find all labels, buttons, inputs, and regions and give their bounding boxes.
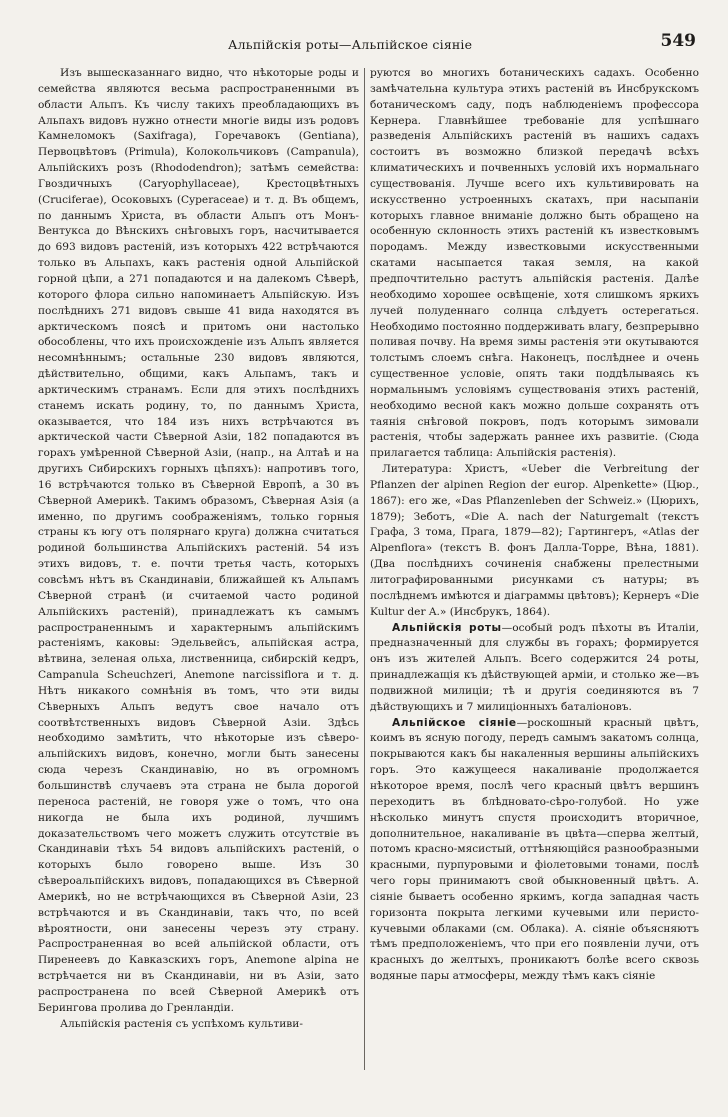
paragraph-cultivation-start: Альпійскія растенія съ успѣхомъ культиви- xyxy=(60,1017,303,1030)
entry-text-alpine-companies: —особый родъ пѣхоты въ Италіи, предназначенный для службы въ горахъ; формируется онъ изъ жителей Альпъ. Всего содержится 24 роты, принадлежащія къ дѣйствующей арміи, и столько же—въ подвижной милиціи; тѣ и другія соединяются въ 7 дѣйствующихъ и 7 милиціонныхъ баталіоновъ. xyxy=(370,621,700,713)
paragraph-literature: Литература: Христъ, «Ueber die Verbreitung der Pflanzen der alpinen Region der europ. Alpenkette» (Цюр., 1867): его же, «Das Pflanzenleben der Schweiz.» (Цюрихъ, 1879); Зеботъ, «Die A. nach der Naturgemalt (текстъ Графа, 3 тома, Прага, 1879—82); Гартингеръ, «Atlas der Alpenflora» (текстъ В. фонъ Далла-Торре, Вѣна, 1881). (Два послѣднихъ сочиненія снабжены прелестными литографированными рисунками съ натуры; въ послѣднемъ имѣются и діаграммы цвѣтовъ); Кернеръ «Die Kultur der A.» (Инсбрукъ, 1864). xyxy=(370,463,699,618)
page-number: 549 xyxy=(660,31,696,51)
entry-alpine-companies xyxy=(370,621,699,716)
paragraph-alpine-flora-origin: Изъ вышесказаннаго видно, что нѣкоторые роды и семейства являются весьма распространенными въ области Альпъ. Къ числу такихъ преобладающихъ въ Альпахъ видовъ нужно отнести многіе виды изъ родовъ Камнеломокъ (Saxifraga), Горечавокъ (Gentiana), Первоцвѣтовъ (Primula), Колокольчиковъ (Campanula), Альпійскихъ розъ (Rhododendron); затѣмъ семейства: Гвоздичныхъ (Caryophyllaceae), Крестоцвѣтныхъ (Cruciferae), Осоковыхъ (Cyperaceae) и т. д. Въ общемъ, по даннымъ Христа, въ области Альпъ отъ Монъ-Вентукса до Вѣнскихъ снѣговыхъ горъ, насчитывается до 693 видовъ растеній, изъ которыхъ 422 встрѣчаются только въ Альпахъ, какъ растенія одной Альпійской горной цѣпи, а 271 попадаются и на далекомъ Сѣверѣ, которого флора сильно напоминаетъ Альпійскую. Изъ послѣднихъ 271 видовъ свыше 41 вида находятся въ арктическомъ поясѣ и притомъ они настолько обособлены, что ихъ происхожденіе изъ Альпъ является несомнѣннымъ; остальные 230 видовъ являются, дѣйствительно, общими, какъ Альпамъ, такъ и арктическимъ странамъ. Если для этихъ послѣднихъ станемъ искать родину, то, по даннымъ Христа, оказывается, что 184 изъ нихъ встрѣчаются въ арктической части Сѣверной Азіи, 182 попадаются въ горахъ умѣренной Сѣверной Азіи, (напр., на Алтаѣ и на другихъ Сибирскихъ горныхъ цѣпяхъ): напротивъ того, 16 встрѣчаются только въ Сѣверной Европѣ, а 30 въ Сѣверной Америкѣ. Такимъ образомъ, Сѣверная Азія (а именно, по другимъ соображеніямъ, только горныя страны къ югу отъ полярнаго круга) должна считаться родиной большинства Альпійскихъ растеній. 54 изъ этихъ видовъ, т. е. почти третья часть, которыхъ совсѣмъ нѣтъ въ Скандинавіи, ближайшей къ Альпамъ Сѣверной странѣ (и считаемой часто родиной Альпійскихъ растеній), принадлежатъ къ самымъ распространеннымъ и характернымъ альпійскимъ растеніямъ, каковы: Эдельвейсъ, альпійская астра, вѣтвина, зеленая ольха, лиственница, сибирскій кедръ, Campanula Scheuchzeri, Anemone narcissiflora и т. д. Нѣтъ никакого сомнѣнія въ томъ, что эти виды Сѣверныхъ Альпъ ведутъ свое начало отъ соотвѣтственныхъ видовъ Сѣверной Азіи. Здѣсь необходимо замѣтить, что нѣкоторые изъ сѣверо-альпійскихъ видовъ, конечно, могли быть занесены сюда черезъ Скандинавію, но въ огромномъ большинствѣ случаевъ эта страна не была дорогой переноса растеній, не говоря уже о томъ, что она никогда не была ихъ родиной, лучшимъ доказательствомъ чего можетъ служить отсутствіе въ Скандинавіи тѣхъ 54 видовъ альпійскихъ растеній, о которыхъ было говорено выше. Изъ 30 сѣвероальпійскихъ видовъ, попадающихся въ Сѣверной Америкѣ, но не встрѣчающихся въ Сѣверной Азіи, 23 встрѣчаются и въ Скандинавіи, такъ что, по всей вѣроятности, они занесены черезъ эту страну. Распространенная во всей альпійской области, отъ Пиренеевъ до Кавказскихъ горъ, Anemone alpina не встрѣчается ни въ Скандинавіи, ни въ Азіи, зато распространена по всей Сѣверной Америкѣ отъ Берингова пролива до Гренландіи. xyxy=(38,67,359,1014)
entry-alpine-glow xyxy=(370,716,699,985)
headword-alpine-glow: Альпійское сіяніе xyxy=(392,716,517,729)
paragraph-cultivation-continued: руются во многихъ ботаническихъ садахъ. Особенно замѣчательна культура этихъ растеній въ Инсбрукскомъ ботаническомъ саду, подъ наблюденіемъ профессора Кернера. Главнѣйшее требованіе для успѣшнаго разведенія Альпійскихъ растеній въ нашихъ садахъ состоитъ въ возможно близкой передачѣ всѣхъ климатическихъ и почвенныхъ условій ихъ нормальнаго существованія. Лучше всего ихъ культивировать на искусственно устроенныхъ скатахъ, при насыпаніи которыхъ главное вниманіе должно быть обращено на особенную склонность этихъ растеній къ известковымъ породамъ. Между известковыми искусственными скатами насыпается такая земля, на какой предпочтительно растутъ альпійскія растенія. Далѣе необходимо хорошее освѣщеніе, хотя слишкомъ яркихъ лучей полуденнаго солнца слѣдуетъ остерегаться. Необходимо постоянно поддерживать влагу, безпрерывно поливая почву. На время зимы растенія эти окутываются толстымъ слоемъ снѣга. Наконецъ, послѣднее и очень существенное условіе, опять таки поддѣлываясь къ нормальнымъ условіямъ существованія этихъ растеній, необходимо весной какъ можно дольше сохранять отъ таянія снѣговой покровъ, подъ которымъ зимовали растенія, чтобы задержать раннее ихъ развитіе. (Сюда прилагается таблица: Альпійскія растенія). xyxy=(370,67,699,460)
running-title: Альпійскія роты—Альпійское сіяніе xyxy=(228,37,473,52)
left-column xyxy=(38,66,359,1032)
entry-text-alpine-glow: —роскошный красный цвѣтъ, коимъ въ ясную погоду, передъ самымъ закатомъ солнца, покрываются какъ бы накаленныя вершины альпійскихъ горъ. Это кажущееся накаливаніе продолжается нѣкоторое время, послѣ чего красный цвѣтъ вершинъ переходитъ въ блѣдновато-сѣро-голубой. Но уже нѣсколько минутъ спустя происходитъ вторичное, дополнительное, накаливаніе въ цвѣта—сперва желтый, потомъ красно-мясистый, оттѣняющійся разнообразными красными, пурпуровыми и фіолетовыми тонами, послѣ чего горы принимаютъ свой обыкновенный цвѣтъ. А. сіяніе бываетъ особенно яркимъ, когда западная часть горизонта покрыта легкими кучевыми или перисто-кучевыми облаками (см. Облака). А. сіяніе объясняютъ тѣмъ предположеніемъ, что при его появленіи лучи, отъ красныхъ до желтыхъ, проникаютъ болѣе всего сквозь водяные пары атмосферы, между тѣмъ какъ сіяніе xyxy=(370,716,699,983)
right-column xyxy=(370,66,699,985)
column-divider xyxy=(364,68,365,1070)
headword-alpine-companies: Альпійскія роты xyxy=(392,621,502,634)
